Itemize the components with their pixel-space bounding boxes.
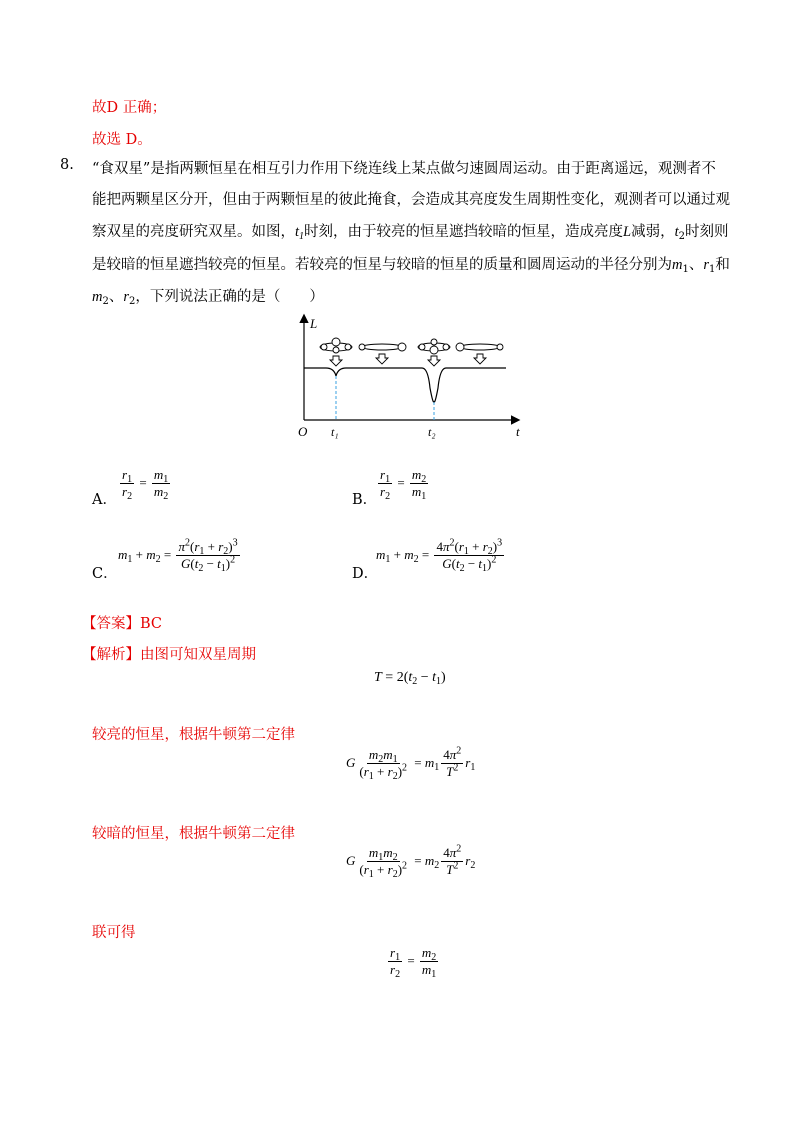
selection-line: 故选 D。 [92, 132, 152, 148]
star-system-4 [456, 343, 503, 364]
option-c-label: C． [92, 566, 118, 582]
bright-star-line: 较亮的恒星，根据牛顿第二定律 [92, 727, 295, 743]
question-line-5: $m_2$、$r_2$，下列说法正确的是（ ） [92, 289, 324, 307]
question-line-1: “食双星”是指两颗恒星在相互引力作用下绕连线上某点做匀速圆周运动。由于距离遥远，观测者不 [92, 161, 716, 177]
conclusion-line: 故D 正确； [92, 100, 167, 116]
option-c-formula: $m_1 + m_2$ = $\frac{\pi^2(r_1 + r_2)^3}{G(t_2 - t_1)^2}$ [118, 537, 238, 575]
question-line-2: 能把两颗星区分开，但由于两颗恒星的彼此掩食，会造成其亮度发生周期性变化，观测者可以通过观 [92, 192, 730, 208]
result-formula: $\frac{r_1}{r_2}$ = $\frac{m_2}{m_1}$ [390, 945, 437, 981]
star-system-1 [320, 338, 352, 366]
t1-label: t₁ [331, 425, 339, 439]
t2-label: t₂ [428, 425, 436, 439]
option-a-label: A． [92, 492, 117, 508]
option-d-label: D． [352, 566, 379, 582]
combine-line: 联可得 [92, 925, 136, 941]
dim-star-formula: G $\frac{m_1m_2}{(r_1 + r_2)^2}$ = $m_2$ $\frac{4\pi^2}{T^2}$ $r_2$ [346, 843, 476, 881]
option-b-label: B． [352, 492, 378, 508]
brightness-figure [290, 312, 530, 442]
question-line-3: 察双星的亮度研究双星。如图，$t_1$时刻，由于较亮的恒星遮挡较暗的恒星，造成亮度L减弱，$t_2$时刻则 [92, 224, 729, 242]
option-a-formula: $\frac{r_1}{r_2}$ = $\frac{m_1}{m_2}$ [122, 467, 169, 503]
answer-line: 【答案】BC [82, 616, 163, 632]
dim-star-line: 较暗的恒星，根据牛顿第二定律 [92, 826, 295, 842]
option-d-formula: $m_1 + m_2$ = $\frac{4\pi^2(r_1 + r_2)^3}{G(t_2 - t_1)^2}$ [376, 537, 503, 575]
star-system-2 [359, 343, 406, 364]
question-number: 8. [60, 157, 74, 173]
star-system-3 [418, 339, 450, 366]
option-b-formula: $\frac{r_1}{r_2}$ = $\frac{m_2}{m_1}$ [380, 467, 427, 503]
bright-star-formula: G $\frac{m_2m_1}{(r_1 + r_2)^2}$ = $m_1$ $\frac{4\pi^2}{T^2}$ $r_1$ [346, 745, 476, 783]
question-line-4: 是较暗的恒星遮挡较亮的恒星。若较亮的恒星与较暗的恒星的质量和圆周运动的半径分别为$m_1$、$r_1$和 [92, 257, 730, 275]
brightness-curve [304, 368, 506, 402]
period-formula: $T = 2(t_2 - t_1)$ [374, 670, 446, 687]
x-axis-label: t [516, 424, 520, 439]
analysis-line: 【解析】由图可知双星周期 [82, 647, 256, 663]
y-axis-label: L [310, 316, 318, 331]
origin-label: O [298, 424, 308, 439]
